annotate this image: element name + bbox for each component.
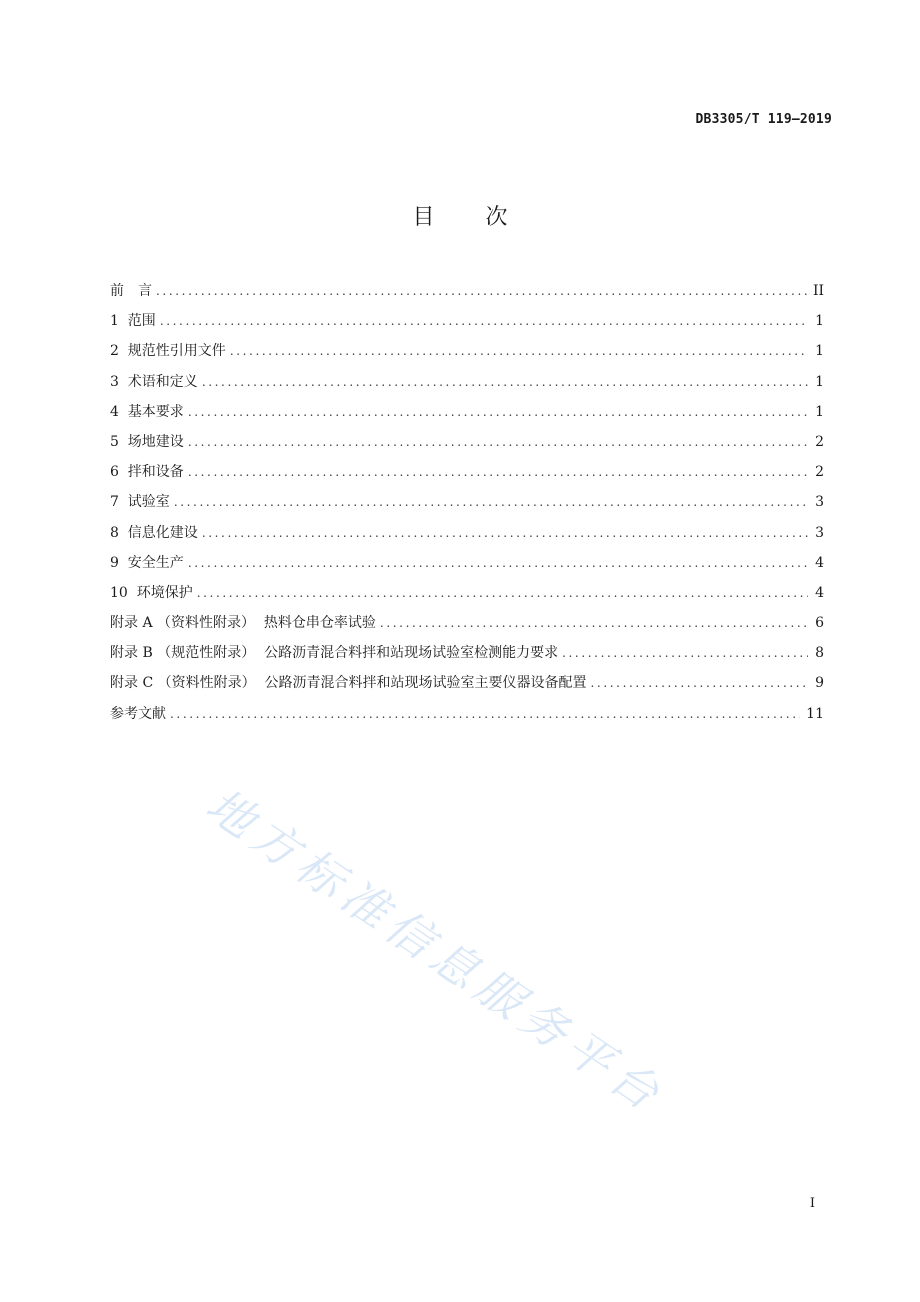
toc-entry[interactable] [110, 608, 824, 638]
toc-entry-label: 4 基本要求 [110, 403, 184, 420]
toc-entry-page: 2 [815, 433, 824, 450]
toc-dot-leader [562, 638, 808, 668]
toc-dot-leader [591, 668, 808, 698]
toc-entry[interactable] [110, 276, 824, 306]
toc-entry-page: 1 [815, 343, 824, 360]
toc-entry-page: 6 [815, 615, 824, 632]
toc-entry-page: 1 [815, 373, 824, 390]
toc-entry-label: 5 场地建设 [110, 433, 184, 450]
toc-title: 目 次 [412, 205, 530, 230]
toc-entry-label: 参考文献 [110, 705, 166, 722]
toc-entry-label: 3 术语和定义 [110, 373, 198, 390]
toc-dot-leader [202, 518, 808, 548]
toc-entry[interactable] [110, 518, 824, 548]
toc-dot-leader [188, 427, 808, 457]
toc-entry[interactable] [110, 367, 824, 397]
toc-dot-leader [174, 487, 808, 517]
toc-entry[interactable] [110, 699, 824, 729]
toc-dot-leader [202, 367, 808, 397]
toc-entry-label: 6 拌和设备 [110, 464, 184, 481]
toc-entry-page: 1 [815, 403, 824, 420]
toc-dot-leader [170, 699, 800, 729]
toc-entry-page: 4 [815, 554, 824, 571]
toc-entry[interactable] [110, 306, 824, 336]
toc-entry-page: II [812, 283, 824, 299]
toc-entry-label: 9 安全生产 [110, 554, 184, 571]
toc-dot-leader [156, 276, 807, 306]
toc-entry-label: 8 信息化建设 [110, 524, 198, 541]
toc-entry-page: 3 [815, 494, 824, 511]
toc-entry-page: 8 [815, 645, 824, 662]
toc-entry-page: 1 [815, 313, 824, 330]
toc-entry[interactable] [110, 668, 824, 698]
toc-entry-label: 前 言 [110, 283, 152, 299]
toc-entry-page: 3 [815, 524, 824, 541]
document-code: DB3305/T 119—2019 [695, 112, 832, 127]
toc-entry[interactable] [110, 427, 824, 457]
toc-entry[interactable] [110, 457, 824, 487]
toc-entry[interactable] [110, 397, 824, 427]
toc-entry-page: 2 [815, 464, 824, 481]
toc-dot-leader [380, 608, 808, 638]
toc-entry-page: 9 [815, 675, 824, 692]
toc-dot-leader [197, 578, 808, 608]
toc-dot-leader [188, 457, 808, 487]
watermark: 地方标准信息服务平台 [196, 777, 675, 1125]
toc-entry-label: 附录 A （资料性附录） 热料仓串仓率试验 [110, 615, 376, 632]
toc-entry[interactable] [110, 336, 824, 366]
page-number: I [809, 1196, 815, 1211]
toc-entry[interactable] [110, 487, 824, 517]
toc-entry[interactable] [110, 638, 824, 668]
toc-dot-leader [230, 336, 808, 366]
toc-entry-label: 1 范围 [110, 313, 156, 330]
toc-entry-label: 附录 C （资料性附录） 公路沥青混合料拌和站现场试验室主要仪器设备配置 [110, 675, 587, 692]
toc-entry[interactable] [110, 578, 824, 608]
toc-entry-label: 附录 B （规范性附录） 公路沥青混合料拌和站现场试验室检测能力要求 [110, 645, 559, 662]
toc-entry-page: 4 [815, 584, 824, 601]
toc-dot-leader [188, 548, 808, 578]
toc-entry[interactable] [110, 548, 824, 578]
toc-entry-label: 7 试验室 [110, 494, 170, 511]
toc-entry-label: 10 环境保护 [110, 584, 193, 601]
toc-dot-leader [160, 306, 808, 336]
toc-entry-page: 11 [806, 705, 824, 722]
table-of-contents [110, 276, 824, 729]
toc-entry-label: 2 规范性引用文件 [110, 343, 226, 360]
toc-dot-leader [188, 397, 808, 427]
